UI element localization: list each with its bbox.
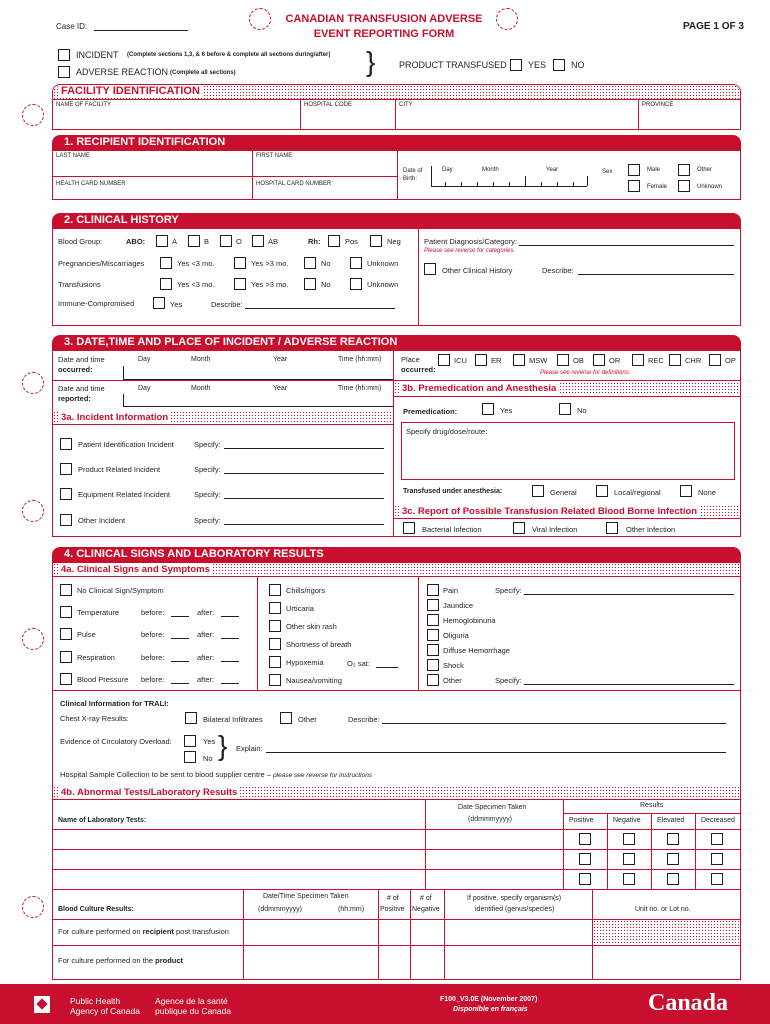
first-name-label: FIRST NAME [256,153,293,159]
place-op-label: OP [725,356,736,365]
trans-no-checkbox[interactable] [304,278,316,290]
immune-describe-label: Describe: [211,300,243,309]
adverse-checkbox[interactable] [58,66,70,78]
incident-specify-field[interactable] [224,498,384,499]
city-label: CITY [399,102,413,108]
results-divider [695,813,696,889]
premed-yes-checkbox[interactable] [482,403,494,415]
other-history-describe: Describe: [542,266,574,275]
result-checkbox[interactable] [667,833,679,845]
facility-header: FACILITY IDENTIFICATION [53,85,740,99]
brace2: } [218,730,228,761]
anesth-none-checkbox[interactable] [680,485,692,497]
sign-label: Jaundice [443,601,474,610]
xray-other-checkbox[interactable] [280,712,292,724]
case-id-field[interactable] [94,30,188,31]
overload-label: Evidence of Circulatory Overload: [60,737,172,746]
place-op-checkbox[interactable] [709,354,721,366]
sign-checkbox[interactable] [427,659,439,671]
adverse-note: (Complete all sections) [170,70,236,76]
page-number: PAGE 1 OF 3 [683,21,744,32]
other-history-field[interactable] [578,274,734,275]
dob-field[interactable] [431,186,587,187]
organism-label2: identified (genus/species) [475,906,555,913]
place-chr-checkbox[interactable] [669,354,681,366]
other-specify-field[interactable] [524,684,734,685]
form-number: F100_V3.0E (November 2007) [440,996,538,1003]
section2-header: 2. CLINICAL HISTORY [52,213,741,228]
rep-day-label: Day [138,385,151,392]
last-name-label: LAST NAME [56,153,90,159]
incident-specify-field[interactable] [224,448,384,449]
occ-month-label: Month [191,356,211,363]
rh-pos-label: Pos [345,237,358,246]
other-infection-checkbox[interactable] [606,522,618,534]
incident-checkbox[interactable] [58,49,70,61]
occ-day-label: Day [138,356,151,363]
footer [0,984,770,1024]
results-col-label: Negative [613,817,641,824]
diagnosis-note: Please see reverse for categories. [424,248,516,254]
anesth-none-label: None [698,488,716,497]
overload-yes-label: Yes [203,737,216,746]
result-checkbox[interactable] [623,853,635,865]
hospital-card-label: HOSPITAL CARD NUMBER [256,181,332,187]
results-col-label: Decreased [701,817,735,824]
place-ob-checkbox[interactable] [557,354,569,366]
result-checkbox[interactable] [711,833,723,845]
sign-checkbox[interactable] [427,599,439,611]
form-title-line2: EVENT REPORTING FORM [313,28,455,40]
adverse-label: ADVERSE REACTION [76,67,169,77]
sign-label: Pain [443,586,459,595]
sign-checkbox[interactable] [269,584,281,596]
abo-a-checkbox[interactable] [156,235,168,247]
anesth-general-checkbox[interactable] [532,485,544,497]
sign-label: No Clinical Sign/Symptom [77,586,164,595]
punch-hole [496,8,518,30]
result-checkbox[interactable] [623,873,635,885]
sign-checkbox[interactable] [427,644,439,656]
before-field[interactable] [171,661,189,662]
before-label: before: [141,608,165,617]
overload-no-checkbox[interactable] [184,751,196,763]
sign-label: Oliguria [443,631,469,640]
abo-ab-label: AB [268,237,279,246]
incident-type-label: Patient Identification Incident [78,440,174,449]
after-field[interactable] [221,638,239,639]
sign-label: Other [443,676,462,685]
trans-yes3-checkbox[interactable] [160,278,172,290]
premed-no-checkbox[interactable] [559,403,571,415]
negative-label: Negative [412,906,440,913]
province-label: PROVINCE [642,102,674,108]
unit-label: Unit no. or Lot no. [635,906,691,913]
bacterial-checkbox[interactable] [403,522,415,534]
place-or-label: OR [609,356,621,365]
before-label: before: [141,675,165,684]
sign-label: Urticaria [286,604,314,613]
sign-label: Nausea/vomiting [286,676,342,685]
bacterial-label: Bacterial Infection [422,525,482,534]
s3a-header: 3a. Incident Information [53,411,392,424]
result-checkbox[interactable] [711,853,723,865]
sign-checkbox[interactable] [60,628,72,640]
sign-label: Shortness of breath [286,640,352,649]
section4-header: 4. CLINICAL SIGNS AND LABORATORY RESULTS [52,547,741,562]
overload-no-label: No [203,754,213,763]
overload-yes-checkbox[interactable] [184,735,196,747]
form-title-line1: CANADIAN TRANSFUSION ADVERSE [285,13,483,25]
sign-checkbox[interactable] [269,656,281,668]
result-checkbox[interactable] [623,833,635,845]
shaded-cell [593,920,740,945]
sign-checkbox[interactable] [60,651,72,663]
xray-describe-field[interactable] [382,723,726,724]
place-icu-label: ICU [454,356,467,365]
recipient-culture-label: For culture performed on recipient post transfusion [58,927,229,936]
sign-label: Pulse [77,630,96,639]
brace: } [366,46,376,77]
place-rec-label: REC [648,356,664,365]
s3b-header: 3b. Premedication and Anesthesia [394,382,740,395]
form-title [284,13,484,40]
abo-b-label: B [204,237,210,246]
sign-checkbox[interactable] [427,674,439,686]
preg-no-checkbox[interactable] [304,257,316,269]
immune-yes-label: Yes [170,300,183,309]
place-note: Please see reverse for definitions. [540,370,631,376]
abo-ab-checkbox[interactable] [252,235,264,247]
s3c-header: 3c. Report of Possible Transfusion Related Blood Borne Infection [394,505,740,518]
incident-specify-label: Specify: [194,440,221,449]
nof-neg-label: # of [420,895,432,902]
product-transfused-label: PRODUCT TRANSFUSED [399,60,507,70]
dt-hhmm-label: (hh:mm) [338,906,365,913]
diagnosis-field[interactable] [519,245,734,246]
place-rec-checkbox[interactable] [632,354,644,366]
incident-specify-label: Specify: [194,490,221,499]
bilateral-label: Bilateral Infiltrates [203,715,263,724]
abo-o-checkbox[interactable] [220,235,232,247]
before-field[interactable] [171,616,189,617]
punch-hole [22,896,44,918]
immune-describe-field[interactable] [245,308,395,309]
trans-unknown-checkbox[interactable] [350,278,362,290]
bilateral-checkbox[interactable] [185,712,197,724]
other-sex-checkbox[interactable] [678,164,690,176]
incident-specify-label: Specify: [194,465,221,474]
viral-checkbox[interactable] [513,522,525,534]
female-checkbox[interactable] [628,180,640,192]
preg-unknown-label: Unknown [367,259,399,268]
organism-label1: If positive, specify organism(s) [467,895,562,902]
sign-label: Hypoxemia [286,658,324,667]
xray-label: Chest X-ray Results: [60,714,129,723]
ddmm-label: (ddmmmyyyy) [468,816,512,823]
product-yes-checkbox[interactable] [510,59,522,71]
incident-type-checkbox[interactable] [60,463,72,475]
incident-type-checkbox[interactable] [60,488,72,500]
sign-checkbox[interactable] [60,584,72,596]
section3-header: 3. DATE,TIME AND PLACE OF INCIDENT / ADVERSE REACTION [52,335,741,350]
explain-label: Explain: [236,744,263,753]
pain-specify-field[interactable] [524,594,734,595]
trans-yesg3-checkbox[interactable] [234,278,246,290]
positive-label: Positive [380,906,405,913]
preg-yesg3-checkbox[interactable] [234,257,246,269]
sign-label: Diffuse Hemorrhage [443,646,510,655]
blood-group-label: Blood Group: [58,237,103,246]
trans-yes3-label: Yes <3 mo. [177,280,215,289]
sign-checkbox[interactable] [427,629,439,641]
rh-neg-label: Neg [387,237,401,246]
preg-unknown-checkbox[interactable] [350,257,362,269]
sex-label: Sex [602,169,613,175]
after-field[interactable] [221,661,239,662]
blood-culture-label: Blood Culture Results: [58,906,134,913]
transfusions-label: Transfusions [58,280,101,289]
sign-label: Hemoglobinuria [443,616,496,625]
sign-label: Respiration [77,653,115,662]
place-ob-label: OB [573,356,584,365]
health-card-label: HEALTH CARD NUMBER [56,181,126,187]
results-col-label: Elevated [657,817,685,824]
incident-type-checkbox[interactable] [60,438,72,450]
phac-fr: Agence de la santé publique du Canada [155,996,232,1016]
phac-en: Public Health Agency of Canada [70,996,140,1016]
xray-describe-label: Describe: [348,715,380,724]
canada-flag-icon [27,996,57,1013]
place-icu-checkbox[interactable] [438,354,450,366]
hospital-code-label: HOSPITAL CODE [304,102,353,108]
rep-month-label: Month [191,385,211,392]
product-no-label: NO [571,60,585,70]
pregnancies-label: Pregnancies/Miscarriages [58,259,145,268]
incident-specify-field[interactable] [224,524,384,525]
incident-type-checkbox[interactable] [60,514,72,526]
product-yes-label: YES [528,60,547,70]
place-or-checkbox[interactable] [593,354,605,366]
occ-time-label: Time (hh:mm) [338,356,382,363]
other-sex-label: Other [697,167,713,173]
place-er-label: ER [491,356,502,365]
xray-other-label: Other [298,715,317,724]
sign-checkbox[interactable] [269,638,281,650]
after-field[interactable] [221,616,239,617]
reported-field[interactable] [123,406,393,407]
rep-year-label: Year [273,385,288,392]
premed-label: Premedication: [403,407,458,416]
anesth-local-checkbox[interactable] [596,485,608,497]
anesthesia-label: Transfused under anesthesia: [403,488,503,495]
place-er-checkbox[interactable] [475,354,487,366]
anesth-general-label: General [550,488,577,497]
diagnosis-label: Patient Diagnosis/Category: [424,237,517,246]
trans-yesg3-label: Yes >3 mo. [251,280,289,289]
o2-sat-label: O₂ sat: [347,659,370,668]
explain-field[interactable] [266,752,726,753]
trans-unknown-label: Unknown [367,280,399,289]
after-label: after: [197,675,215,684]
result-checkbox[interactable] [667,873,679,885]
incident-type-label: Other Incident [78,516,126,525]
abo-b-checkbox[interactable] [188,235,200,247]
punch-hole [22,372,44,394]
incident-specify-field[interactable] [224,473,384,474]
rep-time-label: Time (hh:mm) [338,385,382,392]
s4a-header: 4a. Clinical Signs and Symptoms [53,563,740,576]
unknown-sex-label: Unknown [697,184,723,190]
immune-yes-checkbox[interactable] [153,297,165,309]
preg-yes3-checkbox[interactable] [160,257,172,269]
result-checkbox[interactable] [711,873,723,885]
o2-sat-field[interactable] [376,667,398,668]
place-chr-label: CHR [685,356,702,365]
nof-pos-label: # of [387,895,399,902]
date-taken-label: Date Specimen Taken [458,804,527,811]
punch-hole [22,104,44,126]
section1-header: 1. RECIPIENT IDENTIFICATION [52,135,741,150]
facility-name-label: NAME OF FACILITY [56,102,112,108]
incident-specify-label: Specify: [194,516,221,525]
sign-checkbox[interactable] [269,620,281,632]
dob-label1: Date of [403,168,423,174]
results-divider [607,813,608,889]
sign-checkbox[interactable] [60,606,72,618]
trans-no-label: No [321,280,331,289]
sign-checkbox[interactable] [269,674,281,686]
rh-pos-checkbox[interactable] [328,235,340,247]
trali-label: Clinical Information for TRALI: [60,699,169,708]
anesth-local-label: Local/regional [614,488,661,497]
male-label: Male [647,167,661,173]
premed-no-label: No [577,406,587,415]
occ-year-label: Year [273,356,288,363]
sign-checkbox[interactable] [427,584,439,596]
result-checkbox[interactable] [579,853,591,865]
place-msw-label: MSW [529,356,548,365]
sign-label: Blood Pressure [77,675,129,684]
results-col-label: Positive [569,817,594,824]
dob-year-label: Year [546,167,559,173]
other-history-label: Other Clinical History [442,266,513,275]
preg-no-label: No [321,259,331,268]
after-field[interactable] [221,683,239,684]
french-available: Disponible en français [453,1006,528,1013]
sign-label: Temperature [77,608,120,617]
incident-label: INCIDENT [76,50,119,60]
dt-taken-label: Date/Time Specimen Taken [263,893,349,900]
rh-label: Rh: [308,237,321,246]
canada-wordmark: Canada [648,990,729,1016]
other-specify-label: Specify: [495,676,522,685]
abo-label: ABO: [126,237,146,246]
after-label: after: [197,630,215,639]
results-label: Results [640,802,664,809]
dt-reported-label: Date and time reported: [58,384,105,403]
place-msw-checkbox[interactable] [513,354,525,366]
results-divider [651,813,652,889]
unknown-sex-checkbox[interactable] [678,180,690,192]
place-label: Place occurred: [401,355,436,374]
male-checkbox[interactable] [628,164,640,176]
case-id-label: Case ID: [56,22,88,31]
female-label: Female [647,184,668,190]
viral-label: Viral Infection [532,525,578,534]
after-label: after: [197,608,215,617]
incident-type-label: Product Related Incident [78,465,161,474]
sign-label: Shock [443,661,464,670]
dt-occurred-label: Date and time occurred: [58,355,105,374]
punch-hole [22,500,44,522]
hospital-sample-label: Hospital Sample Collection to be sent to blood supplier centre – please see reverse for instructions [60,770,373,779]
incident-type-label: Equipment Related Incident [78,490,171,499]
lab-name-label: Name of Laboratory Tests: [58,817,147,824]
after-label: after: [197,653,215,662]
dob-day-label: Day [442,167,453,173]
other-history-checkbox[interactable] [424,263,436,275]
before-label: before: [141,630,165,639]
product-no-checkbox[interactable] [553,59,565,71]
sign-checkbox[interactable] [269,602,281,614]
before-field[interactable] [171,683,189,684]
sign-label: Other skin rash [286,622,337,631]
sign-checkbox[interactable] [60,673,72,685]
dob-month-label: Month [482,167,499,173]
other-infection-label: Other Infection [626,525,676,534]
pain-specify-label: Specify: [495,586,522,595]
specify-drug-label: Specify drug/dose/route: [406,427,488,436]
immune-label: Immune-Compromised [58,299,135,308]
result-checkbox[interactable] [579,873,591,885]
incident-note: (Complete sections 1,3, & 6 before & complete all sections during/after) [127,52,331,58]
result-checkbox[interactable] [667,853,679,865]
result-checkbox[interactable] [579,833,591,845]
abo-o-label: O [236,237,242,246]
product-culture-label: For culture performed on the product [58,956,184,965]
before-label: before: [141,653,165,662]
dt-ddmm-label: (ddmmmyyyy) [258,906,302,913]
preg-yesg3-label: Yes >3 mo. [251,259,289,268]
sign-checkbox[interactable] [427,614,439,626]
premed-yes-label: Yes [500,406,513,415]
s4b-header: 4b. Abnormal Tests/Laboratory Results [53,786,740,799]
sign-label: Chills/rigors [286,586,326,595]
rh-neg-checkbox[interactable] [370,235,382,247]
punch-hole [22,628,44,650]
punch-hole [249,8,271,30]
preg-yes3-label: Yes <3 mo. [177,259,215,268]
before-field[interactable] [171,638,189,639]
dob-label2: Birth: [403,176,418,182]
abo-a-label: A [172,237,178,246]
